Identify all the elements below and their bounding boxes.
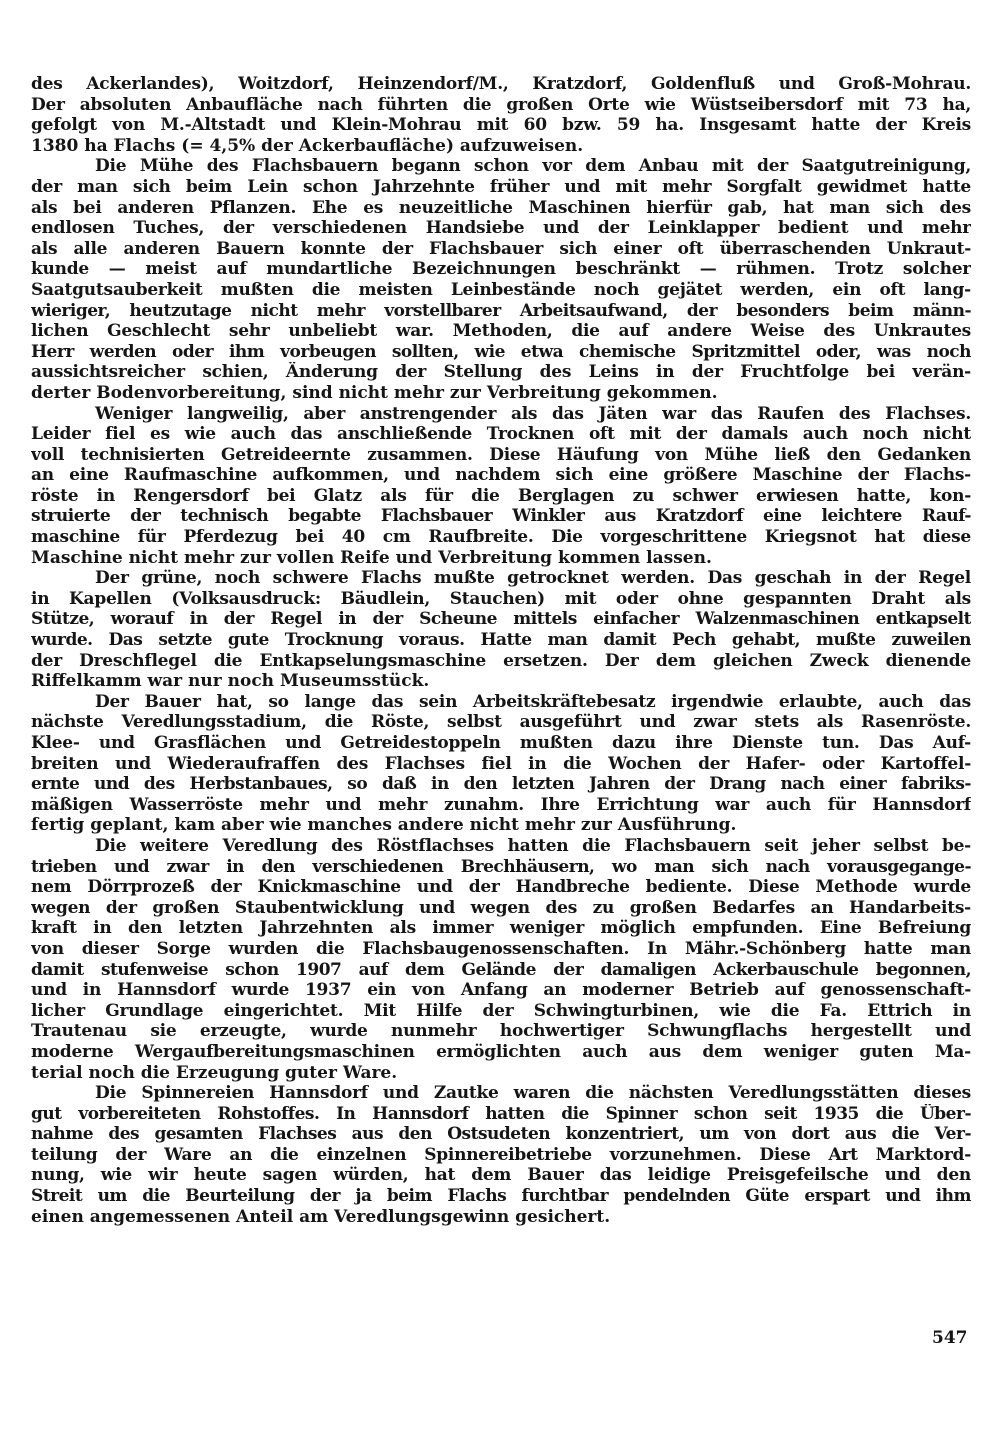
text-line: kunde — meist auf mundartliche Bezeichnungen beschränkt — rühmen. Trotz solcher bbox=[31, 259, 971, 280]
text-line: Weniger langweilig, aber anstrengender als das Jäten war das Raufen des Flachses. bbox=[95, 403, 971, 424]
text-line: Der absoluten Anbaufläche nach führten die großen Orte wie Wüstseibersdorf mit 73 ha, bbox=[31, 94, 971, 115]
text-line: nächste Veredlungsstadium, die Röste, selbst ausgeführt und zwar stets als Rasenröste. bbox=[31, 712, 971, 733]
text-line: wurde. Das setzte gute Trocknung voraus. Hatte man damit Pech gehabt, mußte zuweilen bbox=[31, 630, 971, 651]
text-line: ernte und des Herbstanbaues, so daß in den letzten Jahren der Drang nach einer fabriks- bbox=[31, 774, 971, 795]
text-line: lichen Geschlecht sehr unbeliebt war. Methoden, die auf andere Weise des Unkrautes bbox=[31, 321, 971, 342]
text-line: Der grüne, noch schwere Flachs mußte getrocknet werden. Das geschah in der Regel bbox=[95, 568, 971, 589]
text-line: struierte der technisch begabte Flachsbauer Winkler aus Kratzdorf eine leichtere Rauf- bbox=[31, 506, 971, 527]
text-line: fertig geplant, kam aber wie manches andere nicht mehr zur Ausführung. bbox=[31, 815, 737, 836]
text-line: einen angemessenen Anteil am Veredlungsgewinn gesichert. bbox=[31, 1206, 611, 1227]
text-line: teilung der Ware an die einzelnen Spinnereibetriebe vorzunehmen. Diese Art Marktord- bbox=[31, 1144, 971, 1165]
text-line: moderne Wergaufbereitungsmaschinen ermöglichten auch aus dem weniger guten Ma- bbox=[31, 1041, 971, 1062]
text-line: derter Bodenvorbereitung, sind nicht mehr zur Verbreitung gekommen. bbox=[31, 382, 718, 403]
paragraph-5 bbox=[31, 692, 971, 836]
text-line: an eine Raufmaschine aufkommen, und nachdem sich eine größere Maschine der Flachs- bbox=[31, 465, 971, 486]
text-line: Leider fiel es wie auch das anschließende Trocknen oft mit der damals auch noch nicht bbox=[31, 424, 971, 445]
text-line: nem Dörrprozeß der Knickmaschine und der Handbreche bediente. Diese Methode wurde bbox=[31, 877, 971, 898]
text-line: 1380 ha Flachs (= 4,5% der Ackerbaufläche) aufzuweisen. bbox=[31, 135, 584, 156]
text-line: des Ackerlandes), Woitzdorf, Heinzendorf/M., Kratzdorf, Goldenfluß und Groß-Mohrau. bbox=[31, 74, 971, 94]
text-line: als alle anderen Bauern konnte der Flachsbauer sich einer oft überraschenden Unkraut- bbox=[31, 238, 971, 259]
text-line: damit stufenweise schon 1907 auf dem Gelände der damaligen Ackerbauschule begonnen, bbox=[31, 959, 971, 980]
text-line: der man sich beim Lein schon Jahrzehnte früher und mit mehr Sorgfalt gewidmet hatte bbox=[31, 176, 971, 197]
page-number: 547 bbox=[932, 1328, 968, 1348]
text-line: Maschine nicht mehr zur vollen Reife und Verbreitung kommen lassen. bbox=[31, 547, 712, 568]
text-line: Die Spinnereien Hannsdorf und Zautke waren die nächsten Veredlungsstätten dieses bbox=[95, 1083, 971, 1104]
text-line: Die Mühe des Flachsbauern begann schon vor dem Anbau mit der Saatgutreinigung, bbox=[95, 156, 971, 177]
text-line: von dieser Sorge wurden die Flachsbaugenossenschaften. In Mähr.-Schönberg hatte man bbox=[31, 938, 971, 959]
text-line: Der Bauer hat, so lange das sein Arbeitskräftebesatz irgendwie erlaubte, auch das bbox=[95, 691, 971, 712]
text-line: und in Hannsdorf wurde 1937 ein von Anfang an moderner Betrieb auf genossenschaft- bbox=[31, 980, 971, 1001]
text-line: Herr werden oder ihm vorbeugen sollten, wie etwa chemische Spritzmittel oder, was noch bbox=[31, 341, 971, 362]
text-line: nahme des gesamten Flachses aus den Ostsudeten konzentriert, um von dort aus die Ver- bbox=[31, 1124, 971, 1145]
text-line: Die weitere Veredlung des Röstflachses hatten die Flachsbauern seit jeher selbst be- bbox=[95, 835, 971, 856]
text-line: endlosen Tuches, der verschiedenen Handsiebe und der Leinklapper bedient und mehr bbox=[31, 218, 971, 239]
text-line: gefolgt von M.-Altstadt und Klein-Mohrau mit 60 bzw. 59 ha. Insgesamt hatte der Kreis bbox=[31, 115, 971, 136]
text-line: kraft in den letzten Jahrzehnten als immer weniger möglich empfunden. Eine Befreiung bbox=[31, 918, 971, 939]
text-line: röste in Rengersdorf bei Glatz als für die Berglagen zu schwer erwiesen hatte, kon- bbox=[31, 485, 971, 506]
text-line: als bei anderen Pflanzen. Ehe es neuzeitliche Maschinen hierfür gab, hat man sich des bbox=[31, 197, 971, 218]
paragraph-7 bbox=[31, 1083, 971, 1227]
paragraph-6 bbox=[31, 836, 971, 1083]
text-line: Klee- und Grasflächen und Getreidestoppeln mußten dazu ihre Dienste tun. Das Auf- bbox=[31, 733, 971, 753]
text-line: maschine für Pferdezug bei 40 cm Raufbreite. Die vorgeschrittene Kriegsnot hat diese bbox=[31, 527, 971, 548]
text-line: terial noch die Erzeugung guter Ware. bbox=[31, 1062, 398, 1083]
text-line: breiten und Wiederaufraffen des Flachses fiel in die Wochen der Hafer- oder Kartoffel- bbox=[31, 753, 971, 774]
text-line: Riffelkamm war nur noch Museumsstück. bbox=[31, 671, 430, 692]
paragraph-2 bbox=[31, 156, 971, 403]
document-page bbox=[31, 74, 971, 1227]
text-line: Saatgutsauberkeit mußten die meisten Leinbestände noch gejätet werden, ein oft lang- bbox=[31, 279, 971, 300]
text-line: licher Grundlage eingerichtet. Mit Hilfe der Schwingturbinen, wie die Fa. Ettrich in bbox=[31, 1000, 971, 1021]
paragraph-3 bbox=[31, 404, 971, 569]
text-line: der Dreschflegel die Entkapselungsmaschine ersetzen. Der dem gleichen Zweck dienende bbox=[31, 650, 971, 671]
text-line: mäßigen Wasserröste mehr und mehr zunahm. Ihre Errichtung war auch für Hannsdorf bbox=[31, 794, 971, 815]
text-line: aussichtsreicher schien, Änderung der Stellung des Leins in der Fruchtfolge bei verän- bbox=[31, 362, 971, 383]
paragraph-1 bbox=[31, 74, 971, 156]
text-line: wieriger, heutzutage nicht mehr vorstellbarer Arbeitsaufwand, der besonders beim männ- bbox=[31, 300, 971, 321]
text-line: Trautenau sie erzeugte, wurde nunmehr hochwertiger Schwungflachs hergestellt und bbox=[31, 1021, 971, 1042]
text-line: nung, wie wir heute sagen würden, hat dem Bauer das leidige Preisgefeilsche und den bbox=[31, 1165, 971, 1186]
text-line: in Kapellen (Volksausdruck: Bäudlein, Stauchen) mit oder ohne gespannten Draht als bbox=[31, 588, 971, 609]
text-line: wegen der großen Staubentwicklung und wegen des zu großen Bedarfes an Handarbeits- bbox=[31, 897, 971, 918]
paragraph-4 bbox=[31, 568, 971, 692]
text-line: trieben und zwar in den verschiedenen Brechhäusern, wo man sich nach vorausgegange- bbox=[31, 856, 971, 877]
text-line: Stütze, worauf in der Regel in der Scheune mittels einfacher Walzenmaschinen entkapselt bbox=[31, 609, 971, 630]
text-line: voll technisierten Getreideernte zusammen. Diese Häufung von Mühe ließ den Gedanken bbox=[31, 444, 971, 465]
text-line: gut vorbereiteten Rohstoffes. In Hannsdorf hatten die Spinner schon seit 1935 die Über- bbox=[31, 1103, 971, 1124]
text-line: Streit um die Beurteilung der ja beim Flachs furchtbar pendelnden Güte erspart und ihm bbox=[31, 1186, 971, 1207]
